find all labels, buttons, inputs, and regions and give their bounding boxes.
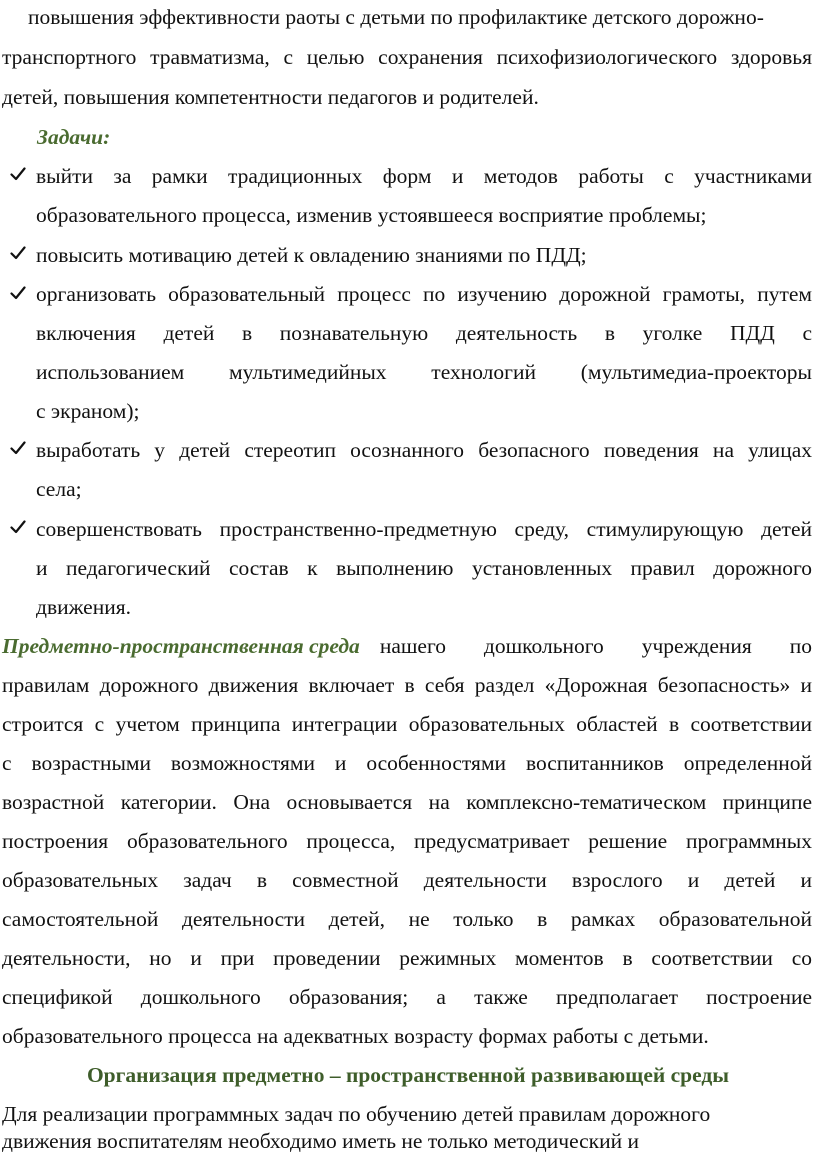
- environment-lead-term: Предметно-пространственная среда: [2, 634, 360, 658]
- checkmark-icon: [10, 519, 26, 535]
- final-line: движения воспитателям необходимо иметь не только методический и: [2, 1129, 640, 1153]
- checkmark-icon: [10, 440, 26, 456]
- intro-line: детей, повышения компетентности педагогов и родителей.: [2, 85, 539, 109]
- environment-line: возрастной категории. Она основывается на комплексно-тематическом принципе: [2, 790, 812, 814]
- environment-line: с возрастными возможностями и особенностями воспитанников определенной: [2, 751, 812, 775]
- task-line: использованием мультимедийных технологий (мультимедиа-проекторы: [36, 360, 812, 384]
- environment-line: спецификой дошкольного образования; а также предполагает построение: [2, 985, 812, 1009]
- task-line: с экраном);: [36, 399, 140, 423]
- task-line: и педагогический состав к выполнению установленных правил дорожного: [36, 556, 812, 580]
- environment-line: правилам дорожного движения включает в себя раздел «Дорожная безопасность» и: [2, 673, 812, 697]
- environment-line: самостоятельной деятельности детей, не только в рамках образовательной: [2, 907, 812, 931]
- environment-line: строится с учетом принципа интеграции образовательных областей в соответствии: [2, 712, 812, 736]
- checkmark-icon: [10, 166, 26, 182]
- task-line: образовательного процесса, изменив устоявшееся восприятие проблемы;: [36, 203, 707, 227]
- environment-first-line: [2, 633, 812, 659]
- checkmark-icon: [10, 245, 26, 261]
- task-line: села;: [36, 477, 82, 501]
- tasks-heading: Задачи:: [37, 125, 111, 149]
- task-line: выйти за рамки традиционных форм и методов работы с участниками: [36, 164, 812, 188]
- environment-first-line-rest: нашего дошкольного учреждения по: [379, 634, 812, 658]
- task-line: организовать образовательный процесс по изучению дорожной грамоты, путем: [36, 282, 812, 306]
- intro-line: повышения эффективности раоты с детьми по профилактике детского дорожно-: [28, 5, 764, 29]
- final-line: Для реализации программных задач по обучению детей правилам дорожного: [2, 1102, 711, 1126]
- task-line: включения детей в познавательную деятельность в уголке ПДД с: [36, 321, 812, 345]
- environment-line: образовательных задач в совместной деятельности взрослого и детей и: [2, 868, 812, 892]
- organization-heading: Организация предметно – пространственной развивающей среды: [86, 1063, 730, 1087]
- environment-line: деятельности, но и при проведении режимных моментов в соответствии со: [2, 946, 812, 970]
- checkmark-icon: [10, 285, 26, 301]
- task-line: повысить мотивацию детей к овладению знаниями по ПДД;: [36, 243, 587, 267]
- task-line: движения.: [36, 595, 131, 619]
- intro-line: транспортного травматизма, с целью сохранения психофизиологического здоровья: [2, 45, 812, 69]
- environment-line: построения образовательного процесса, предусматривает решение программных: [2, 829, 812, 853]
- environment-line: образовательного процесса на адекватных возрасту формах работы с детьми.: [2, 1024, 709, 1048]
- task-line: совершенствовать пространственно-предметную среду, стимулирующую детей: [36, 517, 812, 541]
- task-line: выработать у детей стереотип осознанного безопасного поведения на улицах: [36, 438, 812, 462]
